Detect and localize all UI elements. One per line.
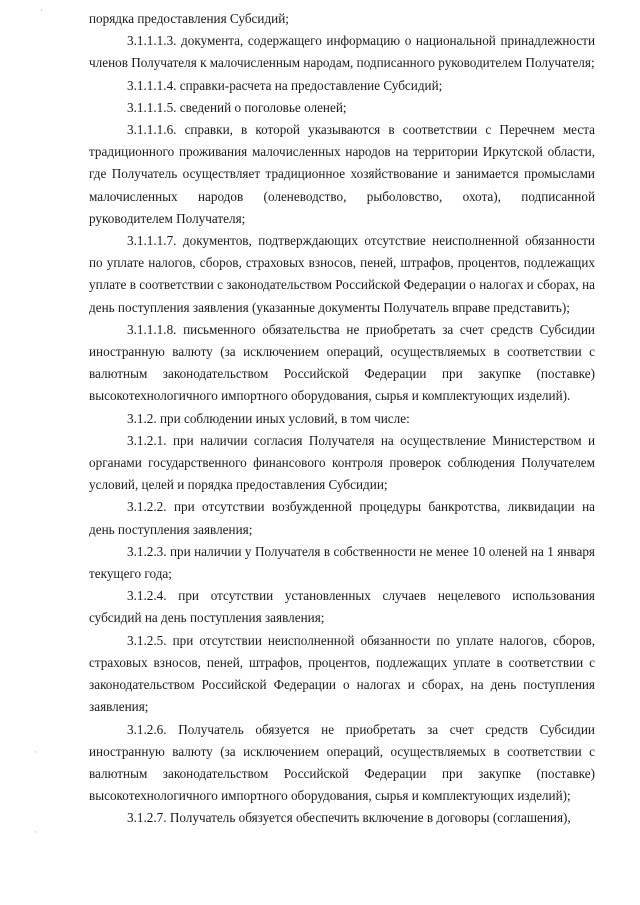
paragraph-p12: 3.1.2.5. при отсутствии неисполненной обязанности по уплате налогов, сборов, страховых взносов, пеней, штрафов, процентов, подлежащих уплате в соответствии с законодательством Российской Федерации о налогах и сборах, на день поступления заявления; [89,632,595,715]
margin-mark: · [34,748,37,758]
paragraph-p2: 3.1.1.1.4. справки-расчета на предоставление Субсидий; [127,77,443,93]
margin-mark: · [34,828,37,838]
document-text [89,8,595,830]
paragraph-p7: 3.1.2. при соблюдении иных условий, в том числе: [127,410,410,426]
paragraph-p13: 3.1.2.6. Получатель обязуется не приобретать за счет средств Субсидии иностранную валюту (за исключением операций, осуществляемых в соответствии с валютным законодательством Российской Федерации при закупке (поставке) высокотехнологичного импортного оборудования, сырья и комплектующих изделий); [89,721,595,804]
paragraph-p11: 3.1.2.4. при отсутствии установленных случаев нецелевого использования субсидий на день поступления заявления; [89,588,595,626]
paragraph-p1: 3.1.1.1.3. документа, содержащего информацию о национальной принадлежности членов Получателя к малочисленным народам, подписанного руководителем Получателя; [89,33,595,71]
paragraph-p3: 3.1.1.1.5. сведений о поголовье оленей; [127,99,347,115]
paragraph-p9: 3.1.2.2. при отсутствии возбужденной процедуры банкротства, ликвидации на день поступления заявления; [89,499,595,537]
paragraph-p8: 3.1.2.1. при наличии согласия Получателя на осуществление Министерством и органами государственного финансового контроля проверок соблюдения Получателем условий, целей и порядка предоставления Субсидии; [89,432,595,493]
paragraph-p10: 3.1.2.3. при наличии у Получателя в собственности не менее 10 оленей на 1 января текущего года; [89,543,595,582]
paragraph-p4: 3.1.1.1.6. справки, в которой указываются в соответствии с Перечнем места традиционного проживания малочисленных народов на территории Иркутской области, где Получатель осуществляет традиционное хозяйствование и занимается промыслами малочисленных народов (оленеводство, рыболовство, охота), подписанной руководителем Получателя; [89,122,595,226]
paragraph-p14: 3.1.2.7. Получатель обязуется обеспечить включение в договоры (соглашения), [127,810,571,826]
paragraph-p5: 3.1.1.1.7. документов, подтверждающих отсутствие неисполненной обязанности по уплате налогов, сборов, страховых взносов, пеней, штрафов, процентов, подлежащих уплате в соответствии с законодательством Российской Федерации о налогах и сборах, на день поступления заявления (указанные документы Получатель вправе представить); [89,233,595,315]
paragraph-p0: порядка предоставления Субсидий; [89,11,289,26]
paragraph-p6: 3.1.1.1.8. письменного обязательства не приобретать за счет средств Субсидии иностранную валюту (за исключением операций, осуществляемых в соответствии с валютным законодательством Российской Федерации при закупке (поставке) высокотехнологичного импортного оборудования, сырья и комплектующих изделий). [89,321,595,404]
margin-mark: · [40,6,43,16]
